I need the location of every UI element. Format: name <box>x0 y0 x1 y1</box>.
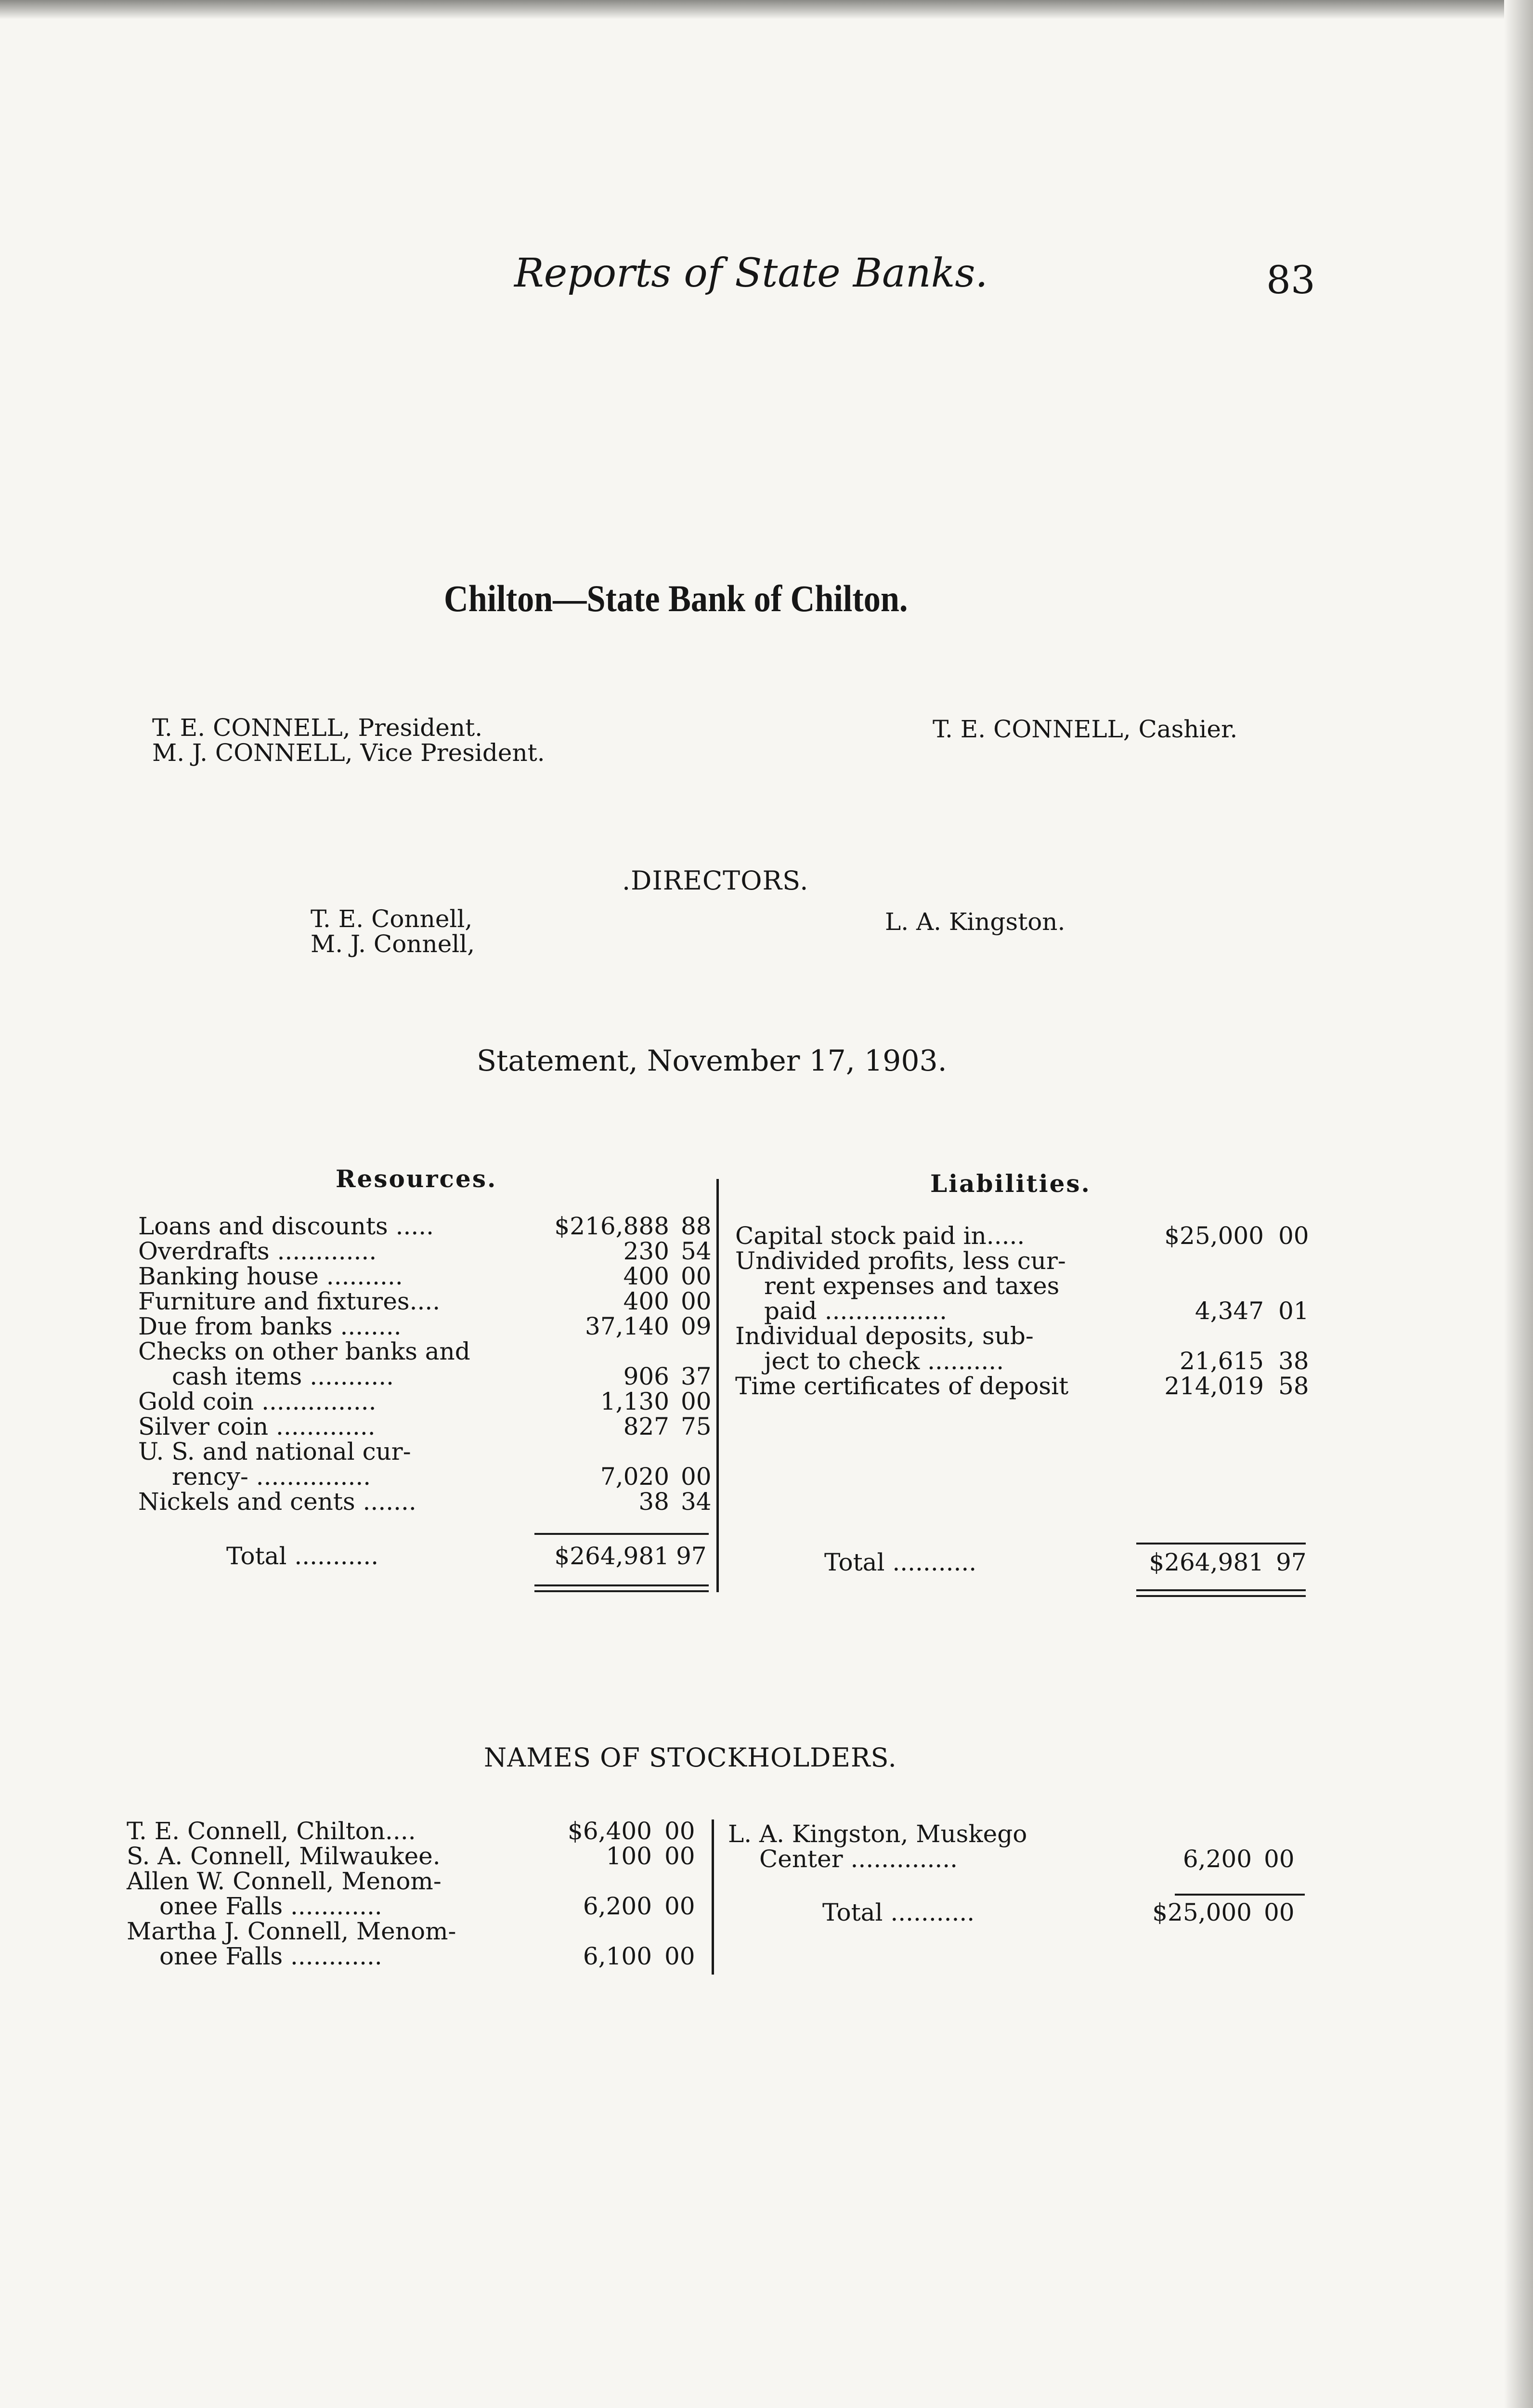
ledger-row-dollars: 906 <box>623 1362 669 1390</box>
ledger-row-cents: 75 <box>681 1413 712 1440</box>
director-name: M. J. Connell, <box>311 930 475 958</box>
ledger-row-label: Individual deposits, sub- <box>735 1322 1034 1350</box>
ledger-row-dollars: 21,615 <box>1180 1347 1264 1375</box>
stockholders-total-rule <box>1175 1894 1305 1896</box>
stockholders-total-label: Total ........... <box>822 1898 975 1926</box>
ledger-row-label: S. A. Connell, Milwaukee. <box>127 1842 441 1870</box>
page-right-edge <box>1504 0 1533 2408</box>
ledger-row-cents: 00 <box>681 1387 712 1415</box>
ledger-row-dollars: 6,200 <box>1182 1845 1252 1873</box>
ledger-row-label: L. A. Kingston, Muskego <box>728 1820 1027 1848</box>
stockholders-heading: NAMES OF STOCKHOLDERS. <box>484 1742 897 1773</box>
ledger-row-label: Banking house .......... <box>138 1262 403 1290</box>
page-number: 83 <box>1266 258 1315 302</box>
ledger-row-label: Furniture and fixtures.... <box>138 1287 441 1315</box>
ledger-row-cents: 00 <box>681 1463 712 1491</box>
director-name: L. A. Kingston. <box>885 908 1065 936</box>
ledger-row-label: Center .............. <box>759 1845 958 1873</box>
resources-total-rule <box>534 1533 709 1535</box>
ledger-row-cents: 34 <box>681 1488 712 1516</box>
ledger-row-label: ject to check .......... <box>764 1347 1004 1375</box>
ledger-row-cents: 00 <box>664 1817 695 1845</box>
ledger-row-cents: 00 <box>681 1287 712 1315</box>
liabilities-total-cents: 97 <box>1276 1548 1307 1576</box>
ledger-row-dollars: 37,140 <box>585 1312 669 1340</box>
ledger-row-dollars: 1,130 <box>600 1387 669 1415</box>
ledger-row-label: onee Falls ............ <box>159 1892 382 1920</box>
ledger-row-dollars: 38 <box>638 1488 669 1516</box>
ledger-row-label: Due from banks ........ <box>138 1312 402 1340</box>
column-divider <box>716 1179 719 1592</box>
liabilities-heading: Liabilities. <box>930 1169 1091 1198</box>
ledger-row-label: Gold coin ............... <box>138 1387 377 1415</box>
ledger-row-dollars: 230 <box>623 1237 669 1265</box>
ledger-row-label: rent expenses and taxes <box>764 1272 1060 1300</box>
ledger-row-cents: 38 <box>1278 1347 1309 1375</box>
ledger-row-cents: 00 <box>664 1892 695 1920</box>
ledger-row-dollars: 4,347 <box>1195 1297 1264 1325</box>
ledger-row-dollars: 7,020 <box>600 1463 669 1491</box>
ledger-row-dollars: 827 <box>623 1413 669 1440</box>
officer-vice-president: M. J. CONNELL, Vice President. <box>152 739 545 767</box>
liabilities-double-rule <box>1136 1589 1306 1591</box>
ledger-row-label: rency- ............... <box>172 1463 371 1491</box>
ledger-row-dollars: $216,888 <box>554 1212 669 1240</box>
ledger-row-cents: 00 <box>1278 1222 1309 1250</box>
stockholders-total-cents: 00 <box>1264 1898 1295 1926</box>
ledger-row-cents: 88 <box>681 1212 712 1240</box>
ledger-row-cents: 00 <box>664 1942 695 1970</box>
ledger-row-dollars: 6,100 <box>583 1942 652 1970</box>
ledger-row-label: Undivided profits, less cur- <box>735 1247 1066 1275</box>
ledger-row-cents: 01 <box>1278 1297 1309 1325</box>
ledger-row-label: Nickels and cents ....... <box>138 1488 416 1516</box>
liabilities-total-label: Total ........... <box>824 1548 977 1576</box>
ledger-row-cents: 37 <box>681 1362 712 1390</box>
page-top-edge <box>0 0 1533 19</box>
ledger-row-cents: 09 <box>681 1312 712 1340</box>
directors-heading: .DIRECTORS. <box>622 865 809 896</box>
ledger-row-dollars: $25,000 <box>1164 1222 1264 1250</box>
ledger-row-dollars: 214,019 <box>1164 1372 1264 1400</box>
ledger-row-label: Loans and discounts ..... <box>138 1212 434 1240</box>
officer-president: T. E. CONNELL, President. <box>152 714 483 742</box>
resources-heading: Resources. <box>336 1165 497 1193</box>
bank-title: Chilton—State Bank of Chilton. <box>444 577 908 619</box>
resources-double-rule <box>534 1584 709 1586</box>
ledger-row-label: Allen W. Connell, Menom- <box>127 1867 442 1895</box>
officer-cashier: T. E. CONNELL, Cashier. <box>933 715 1238 743</box>
ledger-row-dollars: 100 <box>606 1842 652 1870</box>
running-head: Reports of State Banks. <box>514 250 988 296</box>
ledger-row-label: onee Falls ............ <box>159 1942 382 1970</box>
liabilities-total-dollars: $264,981 <box>1149 1548 1264 1576</box>
ledger-row-cents: 00 <box>664 1842 695 1870</box>
resources-total-label: Total ........... <box>226 1542 379 1570</box>
ledger-row-label: Martha J. Connell, Menom- <box>127 1917 456 1945</box>
resources-double-rule <box>534 1590 709 1592</box>
ledger-row-cents: 58 <box>1278 1372 1309 1400</box>
ledger-row-label: Overdrafts ............. <box>138 1237 377 1265</box>
stockholders-divider <box>712 1819 714 1975</box>
resources-total-cents: 97 <box>676 1542 707 1570</box>
ledger-row-dollars: 400 <box>623 1262 669 1290</box>
ledger-row-label: U. S. and national cur- <box>138 1438 411 1466</box>
ledger-row-label: cash items ........... <box>172 1362 394 1390</box>
ledger-row-cents: 54 <box>681 1237 712 1265</box>
ledger-row-dollars: 400 <box>623 1287 669 1315</box>
liabilities-double-rule <box>1136 1595 1306 1597</box>
ledger-row-label: Capital stock paid in..... <box>735 1222 1025 1250</box>
ledger-row-label: paid ................ <box>764 1297 948 1325</box>
ledger-row-label: Time certificates of deposit <box>735 1372 1069 1400</box>
ledger-row-cents: 00 <box>681 1262 712 1290</box>
liabilities-total-rule <box>1136 1543 1306 1544</box>
stockholders-total-dollars: $25,000 <box>1152 1898 1252 1926</box>
ledger-row-label: Checks on other banks and <box>138 1337 470 1365</box>
ledger-row-dollars: $6,400 <box>568 1817 652 1845</box>
ledger-row-cents: 00 <box>1264 1845 1295 1873</box>
ledger-row-label: T. E. Connell, Chilton.... <box>127 1817 416 1845</box>
ledger-row-label: Silver coin ............. <box>138 1413 376 1440</box>
director-name: T. E. Connell, <box>311 905 473 933</box>
resources-total-dollars: $264,981 <box>554 1542 669 1570</box>
ledger-row-dollars: 6,200 <box>583 1892 652 1920</box>
statement-date: Statement, November 17, 1903. <box>477 1044 947 1078</box>
